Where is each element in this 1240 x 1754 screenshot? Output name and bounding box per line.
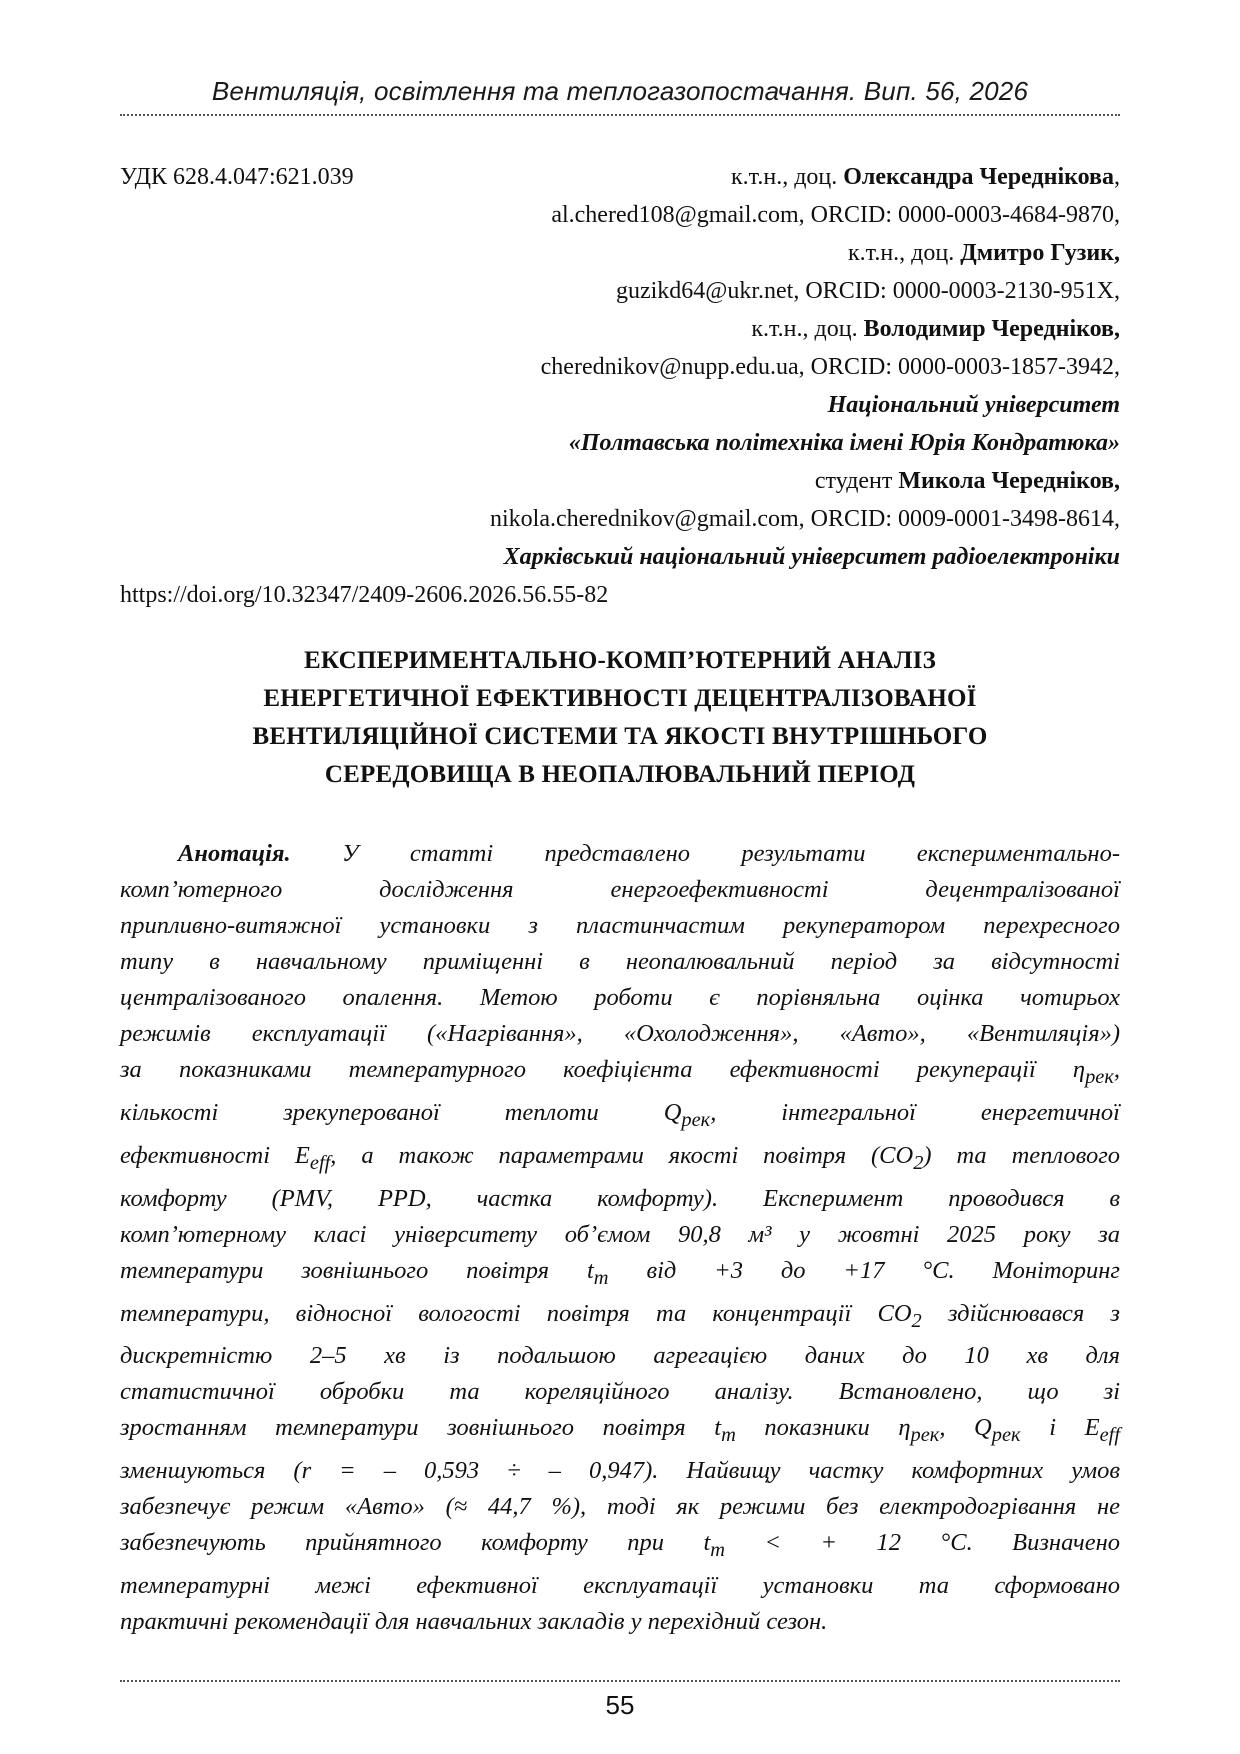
abstract-line: комп’ютерному класі університету об’ємом 90,8 м³ у жовтні 2025 року за bbox=[120, 1220, 1120, 1248]
abstract-line: комп’ютерного дослідження енергоефективності децентралізованої bbox=[120, 876, 1120, 903]
title-line: СЕРЕДОВИЩА В НЕОПАЛЮВАЛЬНИЙ ПЕРІОД bbox=[324, 761, 916, 788]
header-rule bbox=[120, 114, 1120, 116]
abstract-line: практичні рекомендації для навчальних закладів у перехідний сезон. bbox=[120, 1608, 828, 1636]
abstract-label: Анотація. bbox=[178, 840, 291, 867]
title-line: ВЕНТИЛЯЦІЙНОЇ СИСТЕМИ ТА ЯКОСТІ ВНУТРІШНЬОГО bbox=[252, 723, 988, 750]
abstract-line: дискретністю 2–5 хв із подальшою агрегацією даних до 10 хв для bbox=[120, 1342, 1120, 1370]
author-degree: к.т.н., доц. bbox=[751, 316, 864, 342]
abstract-line: за показниками температурного коефіцієнта ефективності рекуперації $\eta_{рек}$, bbox=[120, 1056, 1120, 1088]
author-contact: cherednikov@nupp.edu.ua, ORCID: 0000-0003-1857-3942, bbox=[540, 354, 1120, 380]
page-number: 55 bbox=[605, 1690, 635, 1720]
author-name: Володимир Чередніков, bbox=[863, 316, 1120, 342]
abstract bbox=[120, 836, 1120, 1640]
running-head: Вентиляція, освітлення та теплогазопостачання. Вип. 56, 2026 bbox=[211, 76, 1029, 106]
abstract-line: комфорту (PMV, PPD, частка комфорту). Експеримент проводився в bbox=[120, 1184, 1120, 1212]
abstract-line: забезпечують прийнятного комфорту при $t_т$ < + 12 °C. Визначено bbox=[120, 1529, 1120, 1562]
abstract-line: зменшуються (r = – 0,593 ÷ – 0,947). Найвищу частку комфортних умов bbox=[120, 1457, 1120, 1485]
abstract-line: ефективності $E_{eff}$, а також параметрами якості повітря $(CO_2)$ та теплового bbox=[120, 1141, 1120, 1174]
abstract-line: кількості зрекуперованої теплоти $Q_{рек}$, інтегральної енергетичної bbox=[120, 1098, 1120, 1131]
doi-link[interactable]: https://doi.org/10.32347/2409-2606.2026.56.55-82 bbox=[120, 582, 609, 608]
article-title bbox=[120, 642, 1120, 794]
abstract-line: Анотація. У статті представлено результати експериментально- bbox=[178, 840, 1120, 867]
author-name-line bbox=[120, 234, 1120, 272]
author-contact: guzikd64@ukr.net, ORCID: 0000-0003-2130-951X, bbox=[615, 278, 1120, 304]
abstract-line: режимів експлуатації («Нагрівання», «Охолодження», «Авто», «Вентиляція») bbox=[120, 1020, 1120, 1047]
abstract-line: припливно-витяжної установки з пластинчастим рекуператором перехресного bbox=[120, 912, 1120, 939]
author-degree: студент bbox=[814, 468, 899, 494]
abstract-line: температури зовнішнього повітря $t_т$ від +3 до +17 °C. Моніторинг bbox=[120, 1256, 1120, 1289]
abstract-line: типу в навчальному приміщенні в неопалювальний період за відсутності bbox=[120, 948, 1120, 975]
author-degree: к.т.н., доц. bbox=[847, 240, 961, 266]
author-name-line bbox=[120, 310, 1120, 348]
author-name: Микола Чередніков, bbox=[898, 468, 1120, 494]
abstract-line: температурні межі ефективної експлуатації установки та сформовано bbox=[120, 1572, 1120, 1600]
author-name-line bbox=[120, 462, 1120, 500]
author-name: Олександра Череднікова bbox=[843, 164, 1114, 190]
abstract-line: статистичної обробки та кореляційного аналізу. Встановлено, що зі bbox=[120, 1378, 1120, 1406]
title-line: ЕКСПЕРИМЕНТАЛЬНО-КОМП’ЮТЕРНИЙ АНАЛІЗ bbox=[303, 647, 936, 674]
author-contact: al.chered108@gmail.com, ORCID: 0000-0003-4684-9870, bbox=[551, 202, 1120, 228]
abstract-line: централізованого опалення. Метою роботи є порівняльна оцінка чотирьох bbox=[120, 984, 1120, 1011]
author-block bbox=[120, 158, 1120, 576]
title-line: ЕНЕРГЕТИЧНОЇ ЕФЕКТИВНОСТІ ДЕЦЕНТРАЛІЗОВАНОЇ bbox=[263, 685, 977, 712]
udk-code: УДК 628.4.047:621.039 bbox=[120, 164, 354, 190]
author-name-line bbox=[120, 158, 1120, 196]
abstract-line: забезпечує режим «Авто» (≈ 44,7 %), тоді як режими без електродогрівання не bbox=[120, 1493, 1120, 1521]
author-affiliation: Національний університет bbox=[827, 392, 1120, 418]
author-contact: nikola.cherednikov@gmail.com, ORCID: 0009-0001-3498-8614, bbox=[490, 506, 1120, 532]
abstract-line: температури, відносної вологості повітря та концентрації $CO_2$ здійснювався з bbox=[120, 1299, 1120, 1332]
author-degree: к.т.н., доц. bbox=[731, 164, 844, 190]
abstract-line: зростанням температури зовнішнього повітря $t_т$ показники $\eta_{рек}$, $Q_{рек}$ і $E_{eff}$ bbox=[120, 1414, 1121, 1447]
author-affiliation: «Полтавська політехніка імені Юрія Кондратюка» bbox=[568, 430, 1120, 456]
author-affiliation: Харківський національний університет радіоелектроніки bbox=[503, 544, 1120, 570]
author-suffix: , bbox=[1114, 164, 1120, 190]
footer-rule bbox=[120, 1680, 1120, 1682]
author-name: Дмитро Гузик, bbox=[960, 240, 1120, 266]
